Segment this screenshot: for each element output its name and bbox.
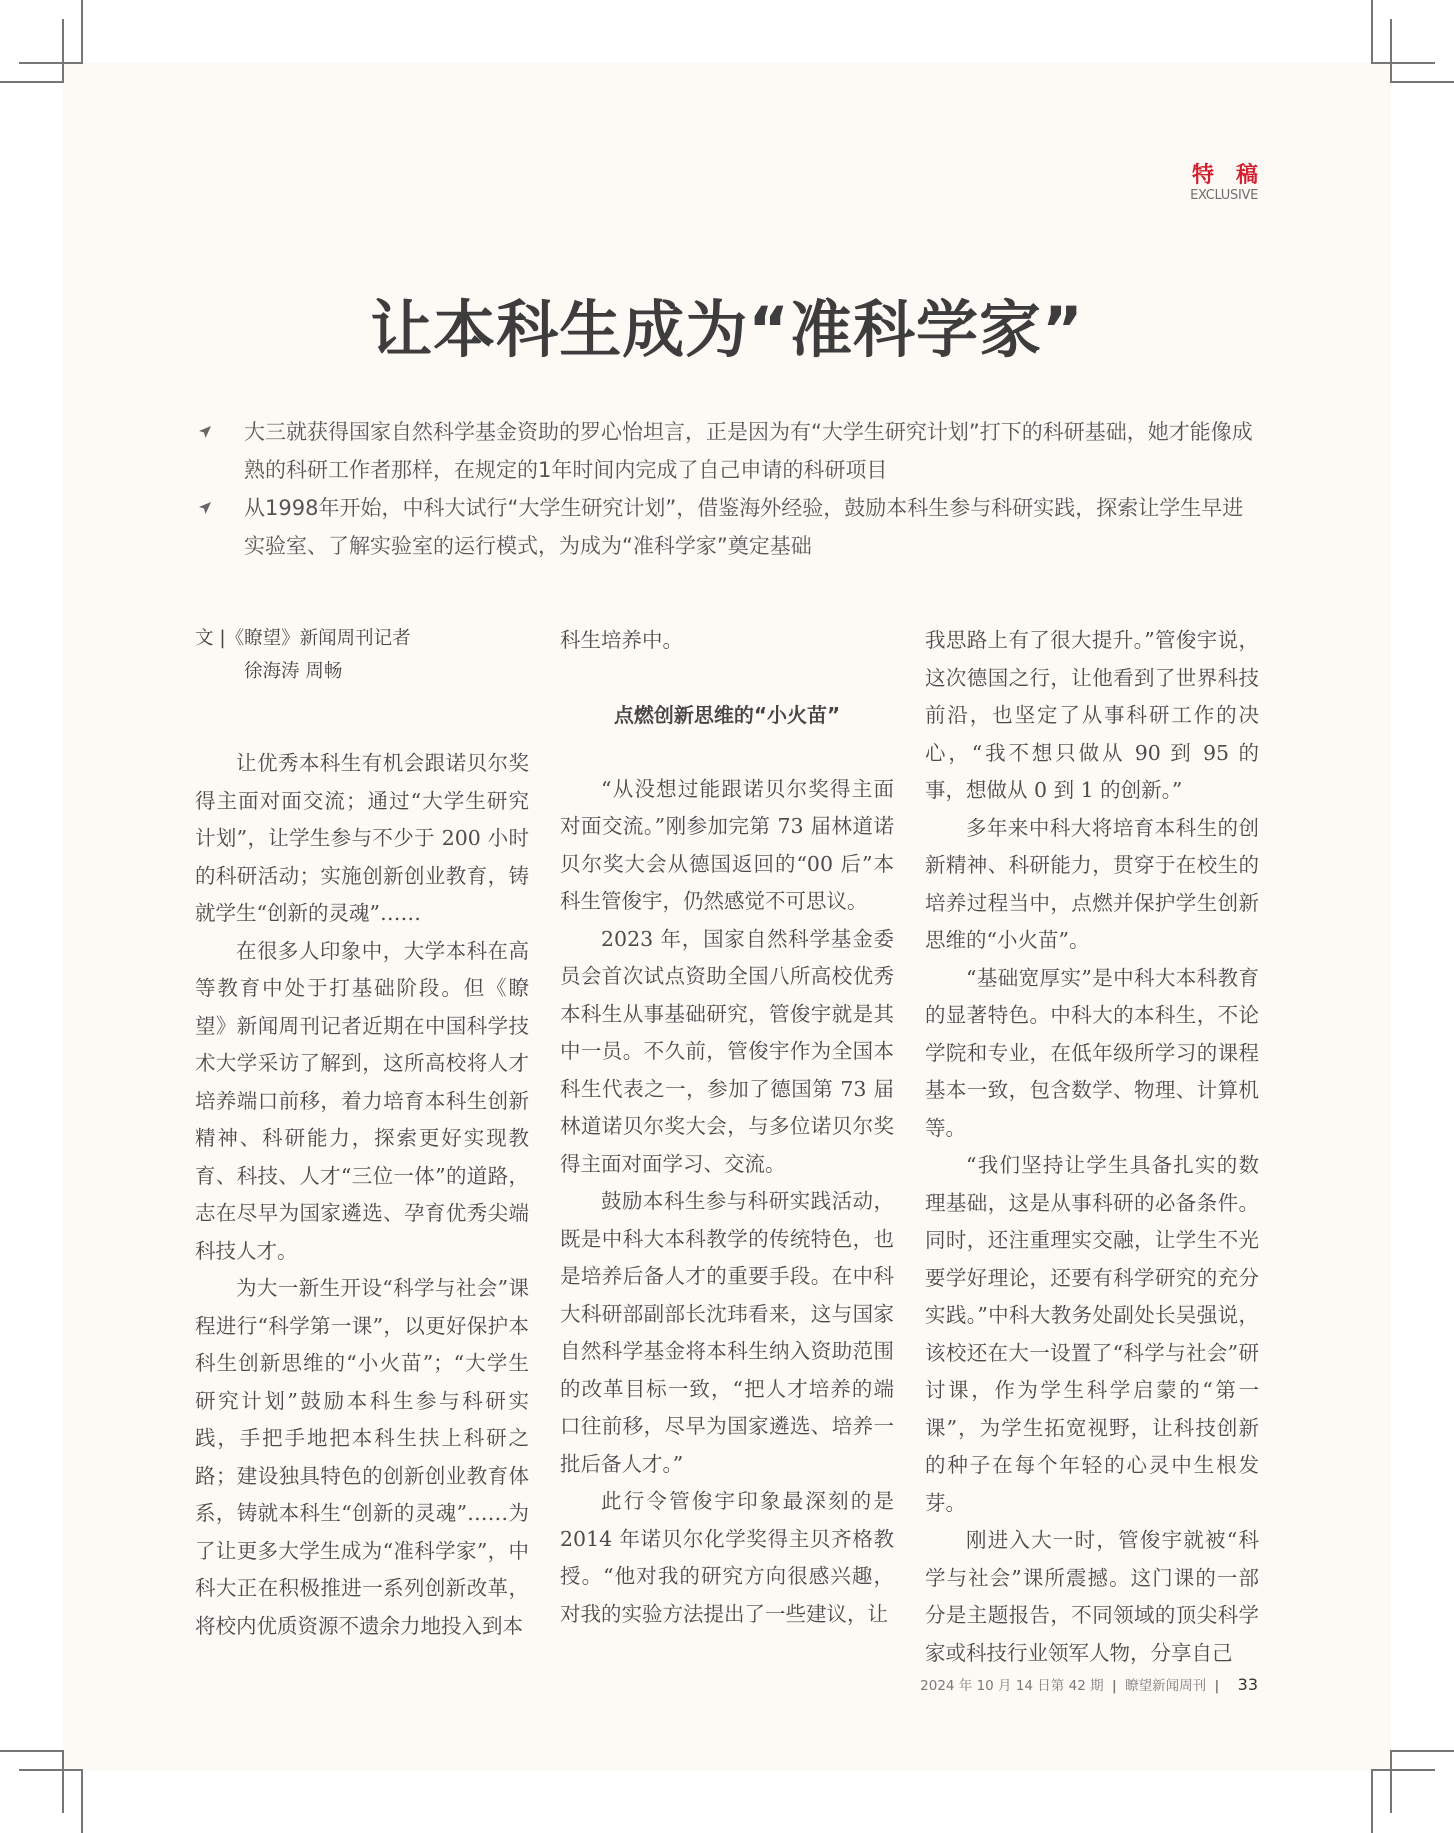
body-paragraph: 让优秀本科生有机会跟诺贝尔奖得主面对面交流；通过“大学生研究计划”，让学生参与不少于 200 小时的科研活动；实施创新创业教育，铸就学生“创新的灵魂”…… [195,751,529,925]
issue-date: 2024 年 10 月 14 日第 42 期 [920,1678,1104,1694]
body-paragraph: 刚进入大一时，管俊宇就被“科学与社会”课所震撼。这门课的一部分是主题报告，不同领域的顶尖科学家或科技行业领军人物，分享自己 [925,1528,1259,1665]
summary-item [196,489,1260,565]
arrow-bullet-icon [198,501,212,515]
byline-authors: 徐海涛 周畅 [244,661,343,682]
body-paragraph: 在很多人印象中，大学本科在高等教育中处于打基础阶段。但《瞭望》新闻周刊记者近期在中国科学技术大学采访了解到，这所高校将人才培养端口前移，着力培育本科生创新精神、科研能力，探索更好实现教育、科技、人才“三位一体”的道路，志在尽早为国家遴选、孕育优秀尖端科技人才。 [195,938,529,1263]
body-paragraph-continuation: 我思路上有了很大提升。”管俊宇说，这次德国之行，让他看到了世界科技前沿，也坚定了从事科研工作的决心，“我不想只做从 90 到 95 的事，想做从 0 到 1 的创新。” [925,628,1259,802]
body-paragraph: 多年来中科大将培育本科生的创新精神、科研能力，贯穿于在校生的培养过程当中，点燃并保护学生创新思维的“小火苗”。 [925,815,1259,952]
summary-item [196,413,1260,489]
page-number: 33 [1237,1675,1258,1694]
body-paragraph-continuation: 科生培养中。 [560,628,683,652]
body-column-2 [560,622,894,1633]
body-paragraph: 此行令管俊宇印象最深刻的是 2014 年诺贝尔化学奖得主贝齐格教授。“他对我的研究方向很感兴趣，对我的实验方法提出了一些建议，让 [560,1489,894,1626]
body-column-3 [925,622,1259,1672]
body-column-1 [195,622,529,1645]
body-paragraph: 2023 年，国家自然科学基金委员会首次试点资助全国八所高校优秀本科生从事基础研究，管俊宇就是其中一员。不久前，管俊宇作为全国本科生代表之一，参加了德国第 73 届林道诺贝尔奖大会，与多位诺贝尔奖得主面对面学习、交流。 [560,926,894,1176]
body-paragraph: 鼓励本科生参与科研实践活动，既是中科大本科教学的传统特色，也是培养后备人才的重要手段。在中科大科研部副部长沈玮看来，这与国家自然科学基金将本科生纳入资助范围的改革目标一致，“把人才培养的端口往前移，尽早为国家遴选、培养一批后备人才。” [560,1189,894,1476]
body-paragraph: “我们坚持让学生具备扎实的数理基础，这是从事科研的必备条件。同时，还注重理实交融，让学生不光要学好理论，还要有科学研究的充分实践。”中科大教务处副处长吴强说，该校还在大一设置了“科学与社会”研讨课，作为学生科学启蒙的“第一课”，为学生拓宽视野，让科技创新的种子在每个年轻的心灵中生根发芽。 [925,1153,1259,1515]
body-paragraph: “基础宽厚实”是中科大本科教育的显著特色。中科大的本科生，不论学院和专业，在低年级所学习的课程基本一致，包含数学、物理、计算机等。 [925,965,1259,1140]
byline [195,622,529,688]
article-title: 让本科生成为“准科学家” [370,293,1084,366]
summary-text: 从1998年开始，中科大试行“大学生研究计划”，借鉴海外经验，鼓励本科生参与科研实践，探索让学生早进实验室、了解实验室的运行模式，为成为“准科学家”奠定基础 [244,496,1244,558]
byline-prefix: 文 |《瞭望》新闻周刊记者 [195,628,411,649]
body-paragraph: 为大一新生开设“科学与社会”课程进行“科学第一课”，以更好保护本科生创新思维的“小火苗”；“大学生研究计划”鼓励本科生参与科研实践，手把手地把本科生扶上科研之路；建设独具特色的创新创业教育体系，铸就本科生“创新的灵魂”……为了让更多大学生成为“准科学家”，中科大正在积极推进一系列创新改革，将校内优质资源不遗余力地投入到本 [195,1276,529,1638]
section-label-en: EXCLUSIVE [1190,188,1258,203]
footer-separator: | [1111,1678,1117,1694]
section-subheading: 点燃创新思维的“小火苗” [613,702,841,727]
arrow-bullet-icon [198,425,212,439]
section-label-cn: 特稿 [1191,163,1280,188]
article-summary [196,413,1260,565]
summary-text: 大三就获得国家自然科学基金资助的罗心怡坦言，正是因为有“大学生研究计划”打下的科研基础，她才能像成熟的科研工作者那样，在规定的1年时间内完成了自己申请的科研项目 [244,420,1253,482]
section-tag [1190,163,1280,203]
body-paragraph: “从没想过能跟诺贝尔奖得主面对面交流。”刚参加完第 73 届林道诺贝尔奖大会从德国返回的“00 后”本科生管俊宇，仍然感觉不可思议。 [560,776,894,913]
page-footer [920,1675,1258,1696]
publication-name: 瞭望新闻周刊 [1125,1678,1207,1694]
footer-separator: | [1214,1678,1220,1694]
